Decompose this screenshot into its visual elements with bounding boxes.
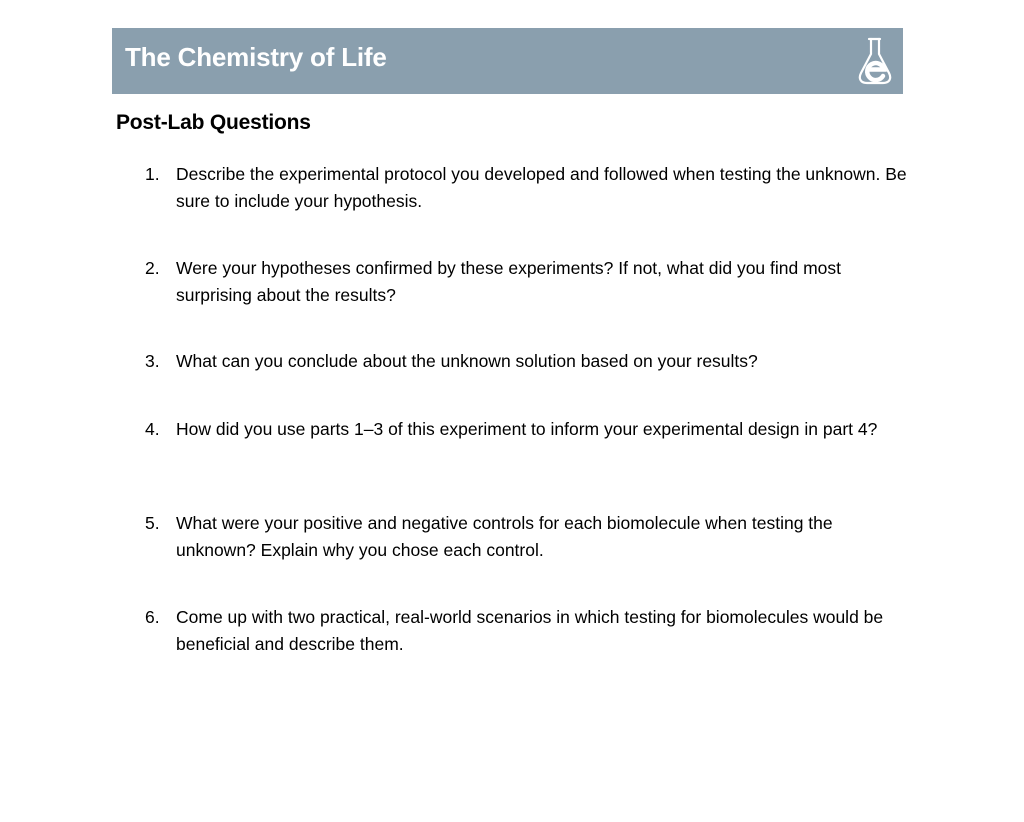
header-title: The Chemistry of Life — [125, 42, 387, 72]
question-text: Were your hypotheses confirmed by these experiments? If not, what did you find most surprising about the results? — [176, 258, 842, 305]
question-number: 4. — [145, 419, 160, 439]
question-number: 6. — [145, 607, 160, 627]
question-number: 5. — [145, 513, 160, 533]
question-item — [145, 604, 915, 657]
question-item — [145, 255, 915, 308]
question-text: Come up with two practical, real-world scenarios in which testing for biomolecules would be beneficial and describe them. — [176, 607, 884, 654]
question-text: Describe the experimental protocol you developed and followed when testing the unknown. Be sure to include your hypothesis. — [176, 164, 907, 211]
question-text: What were your positive and negative controls for each biomolecule when testing the unknown? Explain why you chose each control. — [176, 513, 833, 560]
question-number: 1. — [145, 164, 160, 184]
section-title: Post-Lab Questions — [116, 111, 311, 134]
question-item — [145, 161, 915, 214]
question-item — [145, 510, 915, 563]
question-text: How did you use parts 1–3 of this experiment to inform your experimental design in part 4? — [176, 419, 878, 439]
flask-e-icon — [855, 35, 895, 87]
question-text: What can you conclude about the unknown solution based on your results? — [176, 351, 758, 371]
header-banner — [112, 28, 903, 94]
question-number: 3. — [145, 351, 160, 371]
question-item — [145, 416, 915, 443]
question-item — [145, 348, 915, 375]
question-number: 2. — [145, 258, 160, 278]
